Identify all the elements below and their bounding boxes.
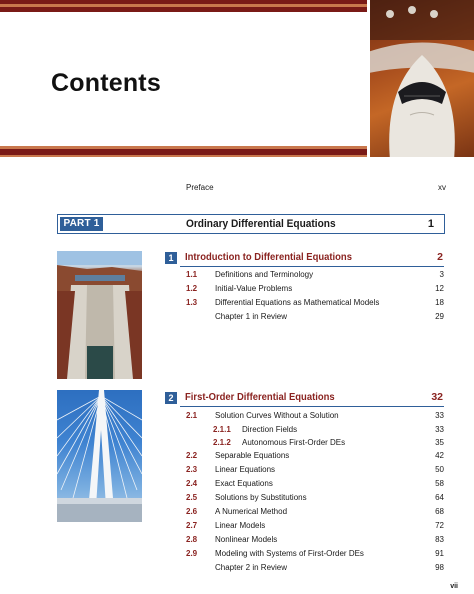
dam-photo (57, 251, 142, 379)
dam-illustration (57, 251, 142, 379)
toc-entry[interactable] (186, 520, 444, 532)
section-title: Nonlinear Models (215, 535, 278, 544)
toc-entry[interactable] (186, 492, 444, 504)
page-folio: vii (450, 583, 458, 590)
section-number: 2.1.2 (213, 438, 231, 447)
chapter-2-rule (180, 406, 444, 407)
section-page: 64 (435, 493, 444, 502)
section-number: 2.7 (186, 521, 198, 530)
preface-label: Preface (186, 183, 214, 192)
section-page: 72 (435, 521, 444, 530)
airplane-photo (370, 0, 474, 157)
chapter-page: 32 (431, 391, 443, 403)
chapter-1-heading[interactable] (165, 252, 444, 266)
toc-entry[interactable] (186, 269, 444, 281)
bridge-photo (57, 390, 142, 522)
section-page: 35 (435, 438, 444, 447)
toc-entry[interactable] (186, 506, 444, 518)
section-page: 18 (435, 298, 444, 307)
section-number: 2.8 (186, 535, 198, 544)
section-page: 91 (435, 549, 444, 558)
chapter-number-badge: 2 (165, 392, 177, 404)
chapter-page: 2 (437, 251, 443, 263)
section-title: Differential Equations as Mathematical Models (215, 298, 380, 307)
section-number: 2.5 (186, 493, 198, 502)
chapter-2-heading[interactable] (165, 392, 444, 406)
section-title: Autonomous First-Order DEs (242, 438, 346, 447)
toc-entry[interactable] (186, 450, 444, 462)
toc-entry[interactable] (186, 464, 444, 476)
section-title: Chapter 1 in Review (215, 312, 288, 321)
part-page: 1 (427, 218, 434, 230)
section-number: 2.3 (186, 465, 198, 474)
section-number: 2.2 (186, 451, 198, 460)
airplane-illustration (370, 0, 474, 157)
section-title: A Numerical Method (215, 507, 288, 516)
section-page: 68 (435, 507, 444, 516)
section-number: 1.3 (186, 298, 198, 307)
page-title: Contents (51, 69, 161, 97)
section-number: 2.1.1 (213, 425, 231, 434)
section-page: 83 (435, 535, 444, 544)
toc-entry[interactable] (186, 283, 444, 295)
preface-page: xv (438, 183, 446, 192)
section-number: 2.9 (186, 549, 198, 558)
section-title: Chapter 2 in Review (215, 563, 288, 572)
section-title: Solution Curves Without a Solution (215, 411, 339, 420)
section-page: 58 (435, 479, 444, 488)
toc-entry[interactable] (186, 478, 444, 490)
section-page: 33 (435, 425, 444, 434)
section-number: 2.4 (186, 479, 198, 488)
toc-entry-review[interactable] (186, 311, 444, 323)
chapter-1-rule (180, 266, 444, 267)
header-stripe-dark-top-2 (0, 7, 367, 12)
section-page: 3 (439, 270, 444, 279)
section-title: Modeling with Systems of First-Order DEs (215, 549, 364, 558)
toc-subentry[interactable] (186, 437, 444, 449)
section-title: Direction Fields (242, 425, 298, 434)
section-page: 33 (435, 411, 444, 420)
part-title: Ordinary Differential Equations (186, 218, 336, 230)
section-title: Solutions by Substitutions (215, 493, 307, 502)
toc-entry[interactable] (186, 297, 444, 309)
section-page: 50 (435, 465, 444, 474)
section-page: 12 (435, 284, 444, 293)
section-page: 42 (435, 451, 444, 460)
chapter-title: Introduction to Differential Equations (185, 251, 352, 263)
section-number: 2.1 (186, 411, 198, 420)
section-page: 29 (435, 312, 444, 321)
toc-entry[interactable] (186, 410, 444, 422)
section-title: Separable Equations (215, 451, 290, 460)
chapter-title: First-Order Differential Equations (185, 391, 335, 403)
toc-entry[interactable] (186, 534, 444, 546)
section-title: Linear Models (215, 521, 266, 530)
section-number: 1.2 (186, 284, 198, 293)
section-number: 1.1 (186, 270, 198, 279)
section-title: Definitions and Terminology (215, 270, 314, 279)
section-number: 2.6 (186, 507, 198, 516)
toc-subentry[interactable] (186, 424, 444, 436)
chapter-number-badge: 1 (165, 252, 177, 264)
part-tag: PART 1 (60, 217, 103, 231)
part-1-bar (57, 214, 445, 234)
toc-entry-review[interactable] (186, 562, 444, 574)
section-page: 98 (435, 563, 444, 572)
header-stripe-light-bottom-2 (0, 155, 367, 157)
bridge-illustration (57, 390, 142, 522)
toc-entry[interactable] (186, 548, 444, 560)
section-title: Exact Equations (215, 479, 273, 488)
section-title: Initial-Value Problems (215, 284, 293, 293)
section-title: Linear Equations (215, 465, 276, 474)
